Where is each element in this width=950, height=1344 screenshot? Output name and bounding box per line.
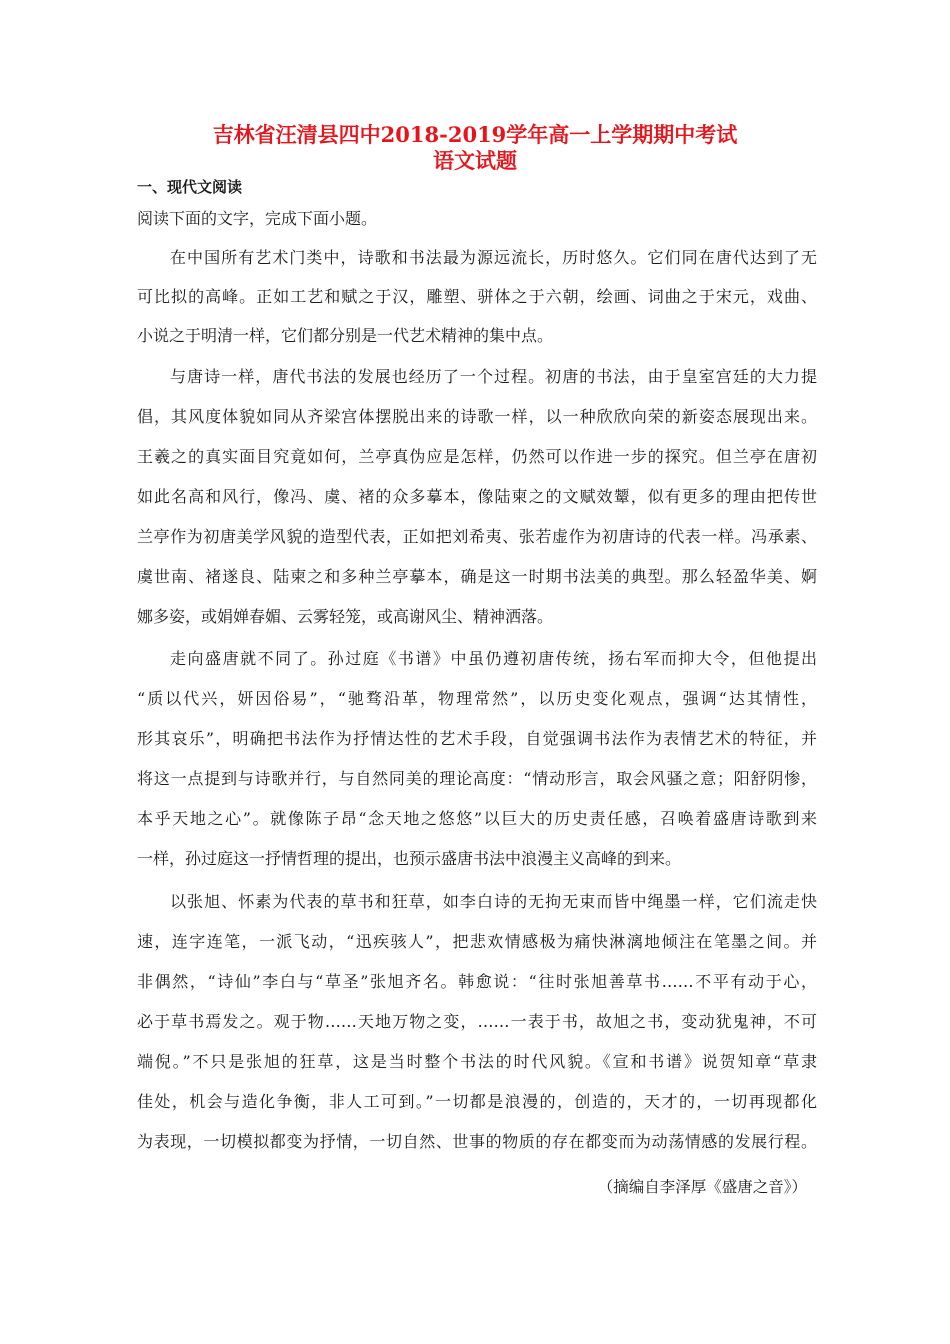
paragraph-4-line-2: 速，连字连笔，一派飞动，“迅疾骇人”，把悲欢情感极为痛快淋漓地倾注在笔墨之间。并 — [137, 932, 817, 951]
reading-instruction: 阅读下面的文字，完成下面小题。 — [137, 209, 378, 228]
paragraph-4-line-7: 为表现，一切模拟都变为抒情，一切自然、世事的物质的存在都变而为动荡情感的发展行程。 — [137, 1132, 817, 1151]
paragraph-2-line-2: 倡，其风度体貌如同从齐梁宫体摆脱出来的诗歌一样，以一种欣欣向荣的新姿态展现出来。 — [137, 407, 817, 426]
paragraph-3-line-2: “质以代兴，妍因俗易”，“驰骛沿革，物理常然”，以历史变化观点，强调“达其情性， — [137, 689, 817, 708]
paragraph-2-line-7: 娜多姿，或娟婵春媚、云雾轻笼，或高谢风尘、精神洒落。 — [137, 607, 554, 626]
paragraph-2-line-4: 如此名高和风行，像冯、虞、褚的众多摹本，像陆柬之的文赋效颦，似有更多的理由把传世 — [137, 487, 817, 506]
paragraph-3-line-1: 走向盛唐就不同了。孙过庭《书谱》中虽仍遵初唐传统，扬右军而抑大令，但他提出 — [170, 649, 817, 668]
paragraph-4-line-1: 以张旭、怀素为代表的草书和狂草，如李白诗的无拘无束而皆中绳墨一样，它们流走快 — [170, 892, 817, 911]
paragraph-1-line-3: 小说之于明清一样，它们都分别是一代艺术精神的集中点。 — [137, 326, 554, 345]
paragraph-4-line-6: 佳处，机会与造化争衡，非人工可到。”一切都是浪漫的，创造的，天才的，一切再现都化 — [137, 1092, 817, 1111]
section-heading: 一、现代文阅读 — [137, 178, 243, 196]
paragraph-3-line-5: 本乎天地之心”。就像陈子昂“念天地之悠悠”以巨大的历史责任感，召唤着盛唐诗歌到来 — [137, 809, 817, 828]
paragraph-1-line-2: 可比拟的高峰。正如工艺和赋之于汉，雕塑、骈体之于六朝，绘画、词曲之于宋元，戏曲、 — [137, 287, 817, 306]
paragraph-4-line-4: 必于草书焉发之。观于物……天地万物之变，……一表于书，故旭之书，变动犹鬼神，不可 — [137, 1012, 817, 1031]
paragraph-3-line-3: 形其哀乐”，明确把书法作为抒情达性的艺术手段，自觉强调书法作为表情艺术的特征，并 — [137, 729, 817, 748]
paragraph-1-line-1: 在中国所有艺术门类中，诗歌和书法最为源远流长，历时悠久。它们同在唐代达到了无 — [170, 248, 817, 267]
paragraph-2-line-1: 与唐诗一样，唐代书法的发展也经历了一个过程。初唐的书法，由于皇室宫廷的大力提 — [170, 367, 817, 386]
paragraph-2-line-6: 虞世南、褚遂良、陆柬之和多种兰亭摹本，确是这一时期书法美的典型。那么轻盈华美、婀 — [137, 567, 817, 586]
paragraph-2-line-5: 兰亭作为初唐美学风貌的造型代表，正如把刘希夷、张若虚作为初唐诗的代表一样。冯承素、 — [137, 527, 817, 546]
paragraph-4-line-5: 端倪。”不只是张旭的狂草，这是当时整个书法的时代风貌。《宣和书谱》说贺知章“草隶 — [137, 1052, 817, 1071]
paragraph-2-line-3: 王羲之的真实面目究竟如何，兰亭真伪应是怎样，仍然可以作进一步的探究。但兰亭在唐初 — [137, 447, 817, 466]
paragraph-3-line-4: 将这一点提到与诗歌并行，与自然同美的理论高度：“情动形言，取会风骚之意；阳舒阴惨， — [137, 769, 817, 788]
paragraph-4-line-3: 非偶然，“诗仙”李白与“草圣”张旭齐名。韩愈说：“往时张旭善草书……不平有动于心， — [137, 972, 817, 991]
document-title: 吉林省汪清县四中2018-2019学年高一上学期期中考试 — [212, 122, 738, 147]
source-citation: （摘编自李泽厚《盛唐之音》） — [597, 1178, 807, 1196]
paragraph-3-line-6: 一样，孙过庭这一抒情哲理的提出，也预示盛唐书法中浪漫主义高峰的到来。 — [137, 849, 682, 868]
document-subtitle: 语文试题 — [433, 148, 517, 173]
